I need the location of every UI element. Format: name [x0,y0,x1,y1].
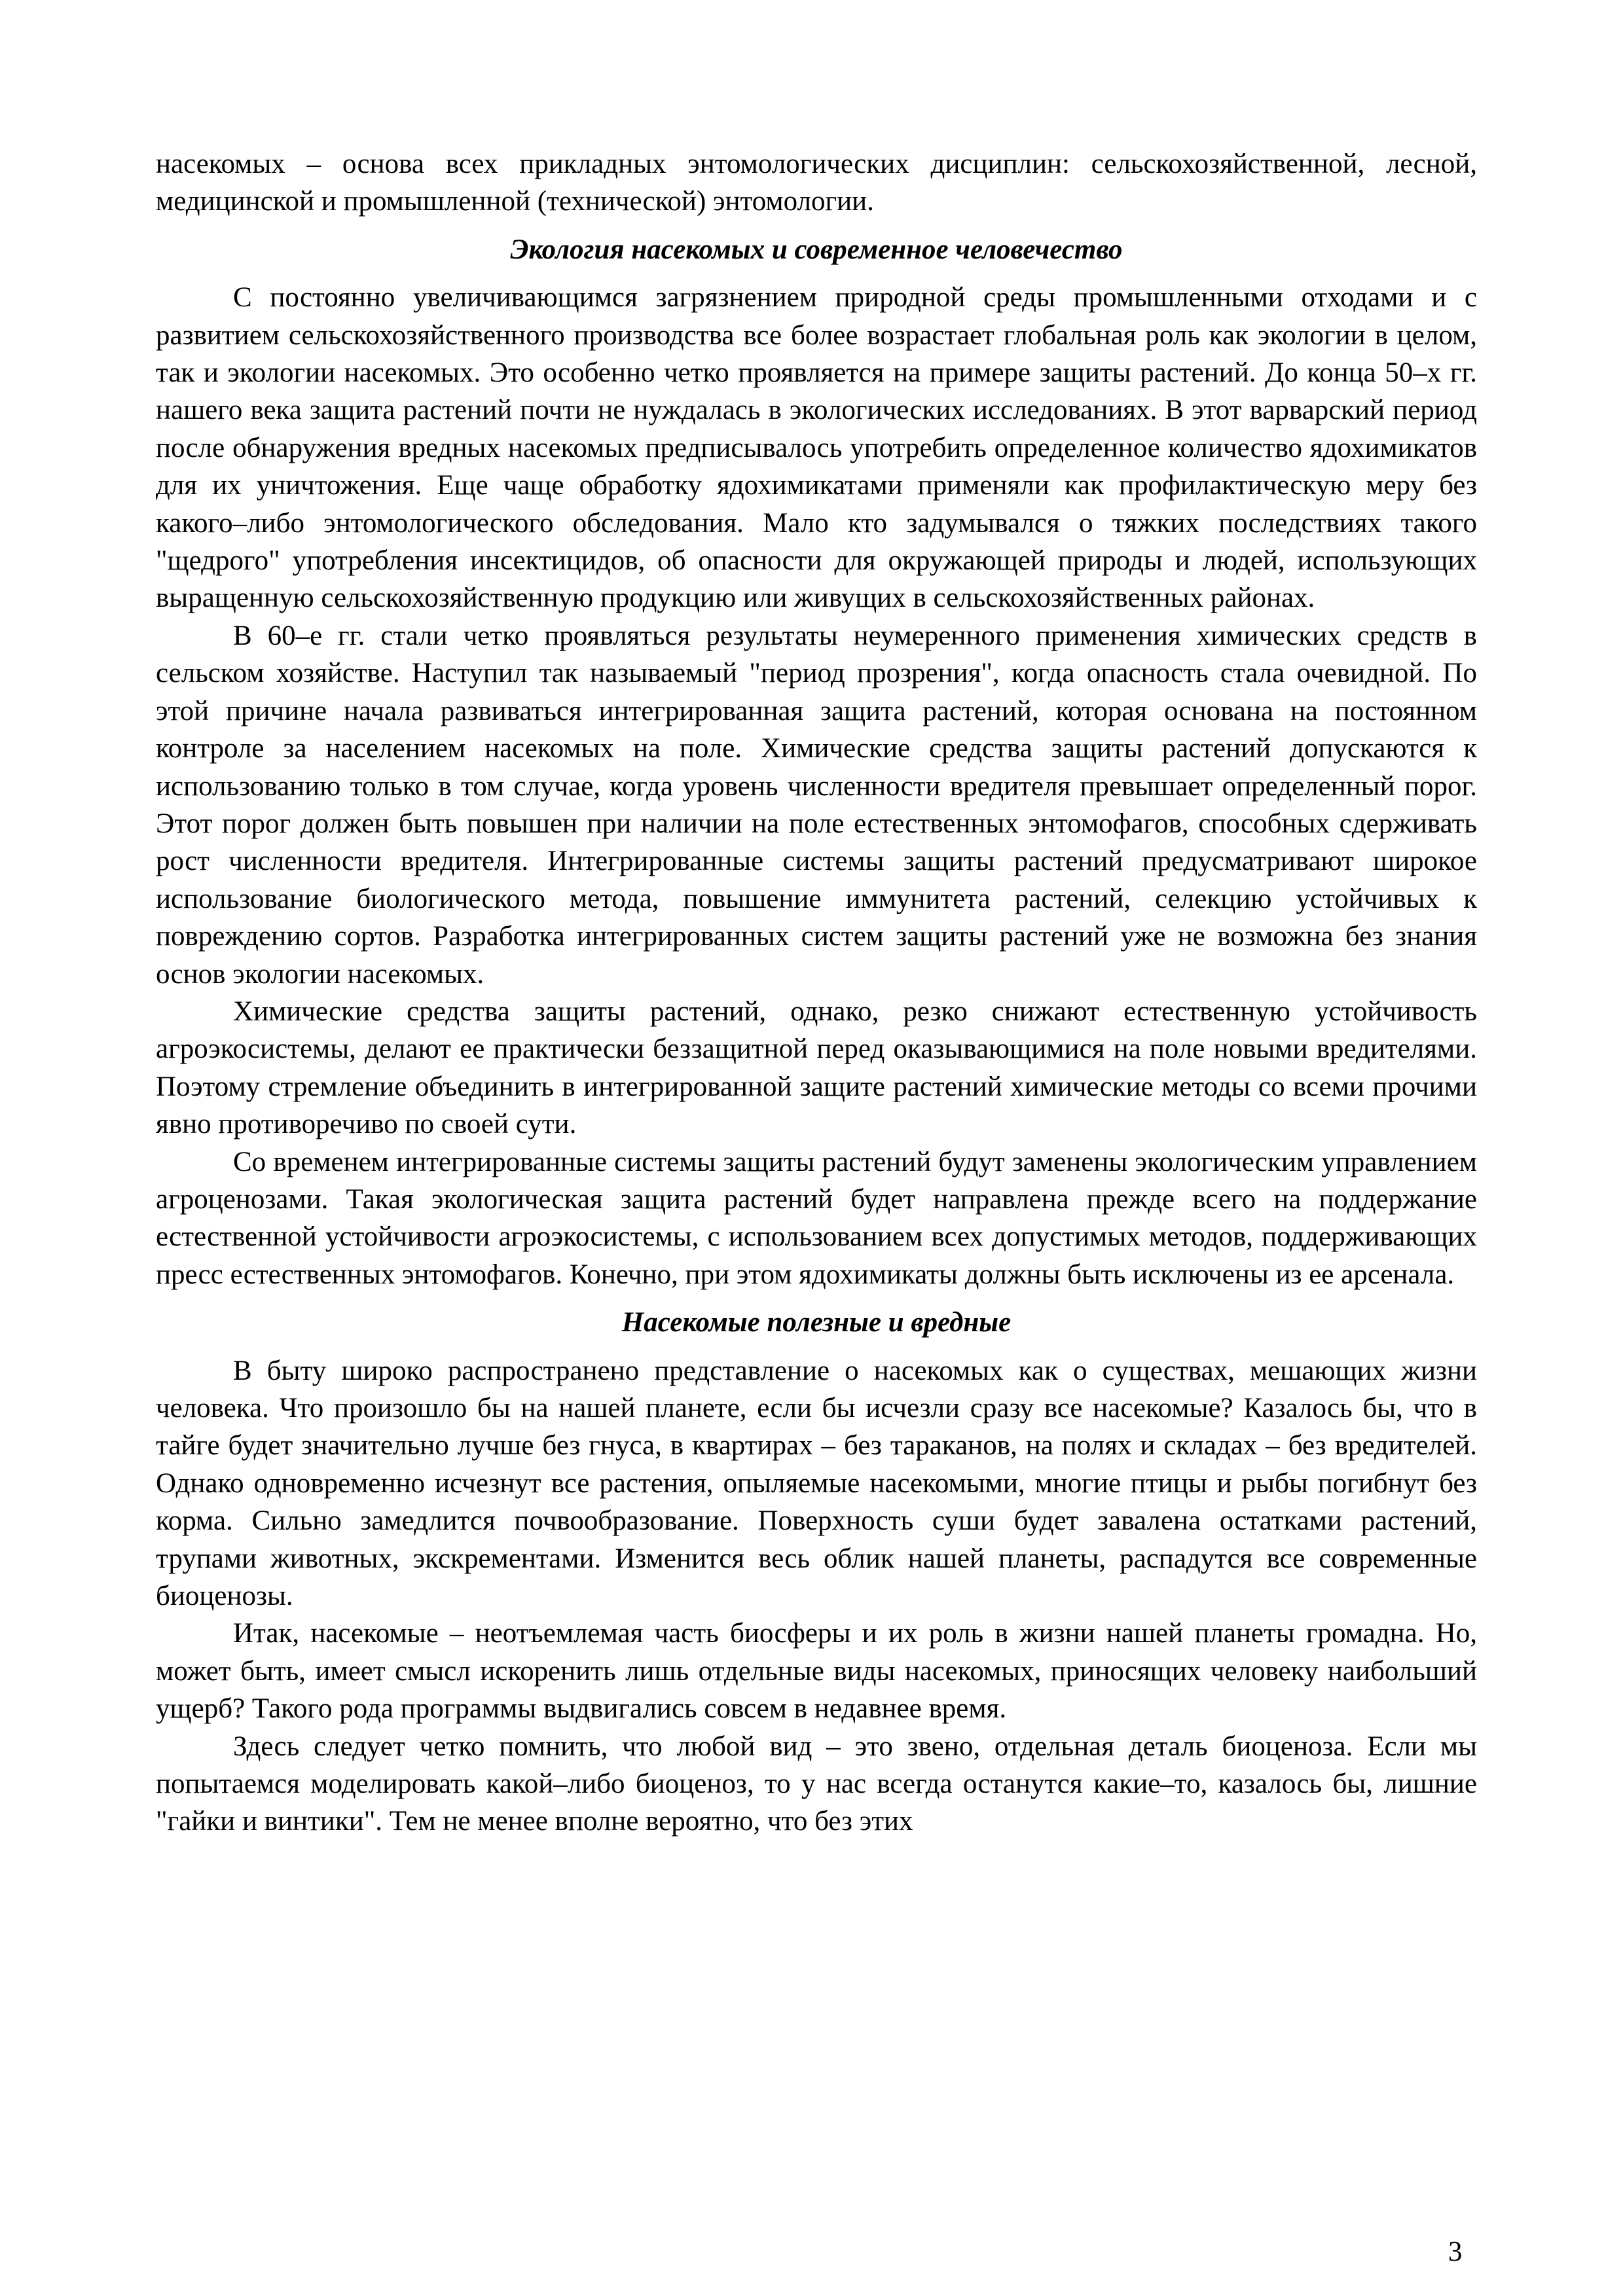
page-number: 3 [1448,2236,1463,2267]
paragraph: В быту широко распространено представление о насекомых как о существах, мешающих жизни человека. Что произошло бы на нашей планете, если бы исчезли сразу все насекомые? Казалось бы, что в тайге будет значительно лучше без гнуса, в квартирах – без тараканов, на полях и складах – без вредителей. Однако одновременно исчезнут все растения, опыляемые насекомыми, многие птицы и рыбы погибнут без корма. Сильно замедлится почвообразование. Поверхность суши будет завалена остатками растений, трупами животных, экскрементами. Изменится весь облик нашей планеты, распадутся все современные биоценозы. [156,1355,1477,1612]
opening-paragraph: насекомых – основа всех прикладных энтомологических дисциплин: сельскохозяйственной, лесной, медицинской и промышленной (технической) энтомологии. [156,149,1477,217]
paragraph: Итак, насекомые – неотъемлемая часть биосферы и их роль в жизни нашей планеты громадна. Но, может быть, имеет смысл искоренить лишь отдельные виды насекомых, приносящих человеку наибольший ущерб? Такого рода программы выдвигались совсем в недавнее время. [156,1618,1477,1725]
paragraph: Химические средства защиты растений, однако, резко снижают естественную устойчивость агроэкосистемы, делают ее практически беззащитной перед оказывающимися на поле новыми вредителями. Поэтому стремление объединить в интегрированной защите растений химические методы со всеми прочими явно противоречиво по своей сути. [156,996,1477,1140]
page-body [156,145,1477,1840]
paragraph: Здесь следует четко помнить, что любой вид – это звено, отдельная деталь биоценоза. Если мы попытаемся моделировать какой–либо биоценоз, то у нас всегда останутся какие–то, казалось бы, лишние "гайки и винтики". Тем не менее вполне вероятно, что без этих [156,1731,1477,1837]
paragraph: С постоянно увеличивающимся загрязнением природной среды промышленными отходами и с развитием сельскохозяйственного производства все более возрастает глобальная роль как экологии в целом, так и экологии насекомых. Это особенно четко проявляется на примере защиты растений. До конца 50–х гг. нашего века защита растений почти не нуждалась в экологических исследованиях. В этот варварский период после обнаружения вредных насекомых предписывалось употребить определенное количество ядохимикатов для их уничтожения. Еще чаще обработку ядохимикатами применяли как профилактическую меру без какого–либо энтомологического обследования. Мало кто задумывался о тяжких последствиях такого "щедрого" употребления инсектицидов, об опасности для окружающей природы и людей, использующих выращенную сельскохозяйственную продукцию или живущих в сельскохозяйственных районах. [156,282,1477,614]
paragraph: Со временем интегрированные системы защиты растений будут заменены экологическим управлением агроценозами. Такая экологическая защита растений будет направлена прежде всего на поддержание естественной устойчивости агроэкосистемы, с использованием всех допустимых методов, поддерживающих пресс естественных энтомофагов. Конечно, при этом ядохимикаты должны быть исключены из ее арсенала. [156,1146,1477,1290]
section-heading-useful-harmful: Насекомые полезные и вредные [621,1307,1012,1338]
paragraph: В 60–е гг. стали четко проявляться результаты неумеренного применения химических средств в сельском хозяйстве. Наступил так называемый "период прозрения", когда опасность стала очевидной. По этой причине начала развиваться интегрированная защита растений, которая основана на постоянном контроле за населением насекомых на поле. Химические средства защиты растений допускаются к использованию только в том случае, когда уровень численности вредителя превышает определенный порог. Этот порог должен быть повышен при наличии на поле естественных энтомофагов, способных сдерживать рост численности вредителя. Интегрированные системы защиты растений предусматривают широкое использование биологического метода, повышение иммунитета растений, селекцию устойчивых к повреждению сортов. Разработка интегрированных систем защиты растений уже не возможна без знания основ экологии насекомых. [156,620,1477,990]
section-heading-ecology: Экология насекомых и современное человечество [510,234,1123,265]
